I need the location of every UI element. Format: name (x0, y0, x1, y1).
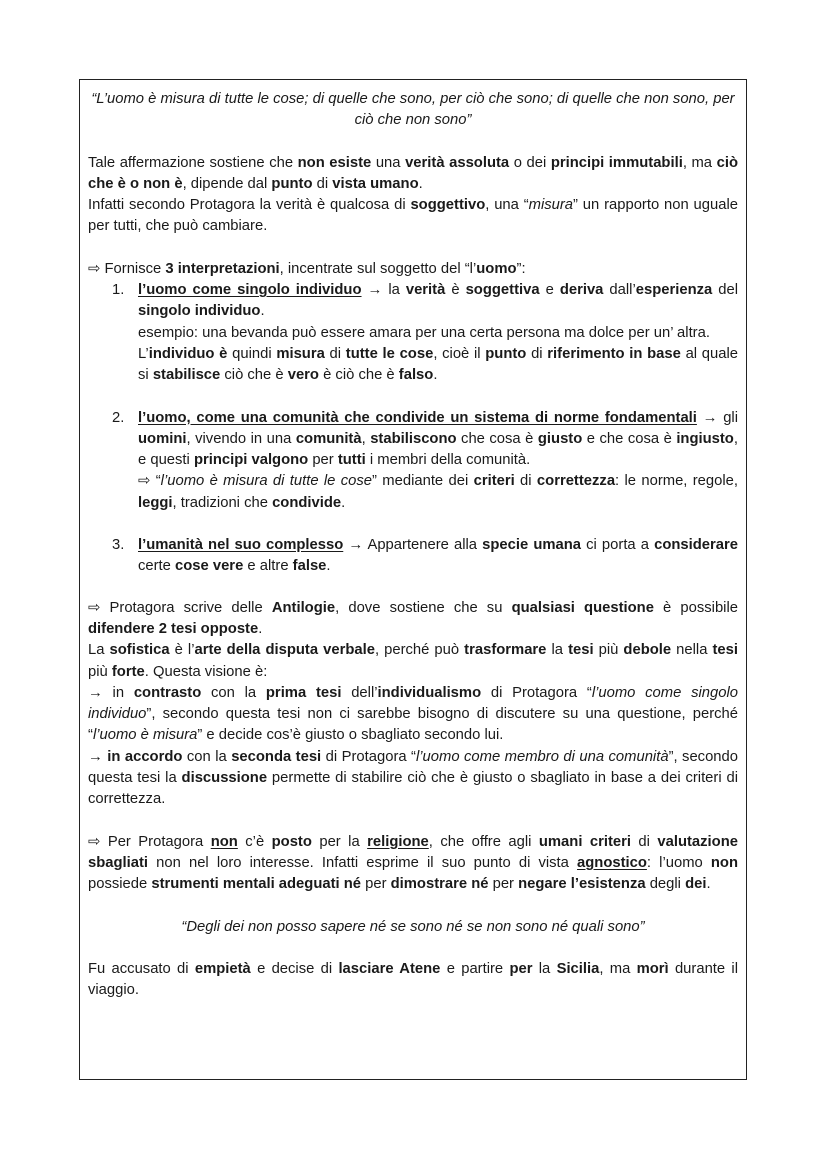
text-run: falso (398, 367, 434, 384)
text-run: tutti (337, 452, 366, 469)
text-run: misura (276, 345, 325, 362)
item-number: 1. (112, 282, 125, 299)
interpretation-item (88, 280, 738, 386)
text-run: riferimento in base (547, 345, 681, 362)
text-run: leggi (138, 494, 173, 511)
text-run: l’uomo, come una comunità che condivide un sistema di norme fondamentali (138, 409, 697, 426)
text-run: Sicilia (556, 960, 600, 977)
item-paragraph: L’individuo è quindi misura di tutte le cose, cioè il punto di riferimento in base al quale si stabilisce ciò che è vero è ciò che è falso. (138, 345, 739, 384)
text-run: negare l’esistenza (518, 876, 646, 893)
text-run: comunità (295, 430, 362, 447)
text-run: difendere 2 tesi opposte (88, 620, 259, 637)
text-run: prima tesi (265, 684, 342, 701)
item-number: 3. (112, 537, 125, 554)
text-run: misura (528, 197, 574, 214)
interpretation-item (88, 408, 738, 514)
text-run: cose vere (175, 558, 244, 575)
text-run: soggettiva (465, 282, 540, 299)
text-run: uomo (476, 260, 517, 277)
text-run: individualismo (377, 684, 482, 701)
text-run: esperienza (635, 282, 713, 299)
religione-paragraph: ⇨ Per Protagora non c’è posto per la religione, che offre agli umani criteri di valutazione sbagliati non nel loro interesse. Infatti esprime il suo punto di vista agnostico: l’uomo non possiede strumenti mentali adeguati né per dimostrare né per negare l’esistenza degli dei. (88, 833, 738, 893)
quote-dei: “Degli dei non posso sapere né se sono né se non sono né quali sono” (181, 918, 645, 935)
text-run: contrasto (133, 684, 202, 701)
text-run: agnostico (577, 854, 647, 871)
text-run: forte (111, 663, 145, 680)
text-run: in accordo (107, 748, 183, 765)
text-run: ciò che è o non è (88, 154, 738, 192)
text-run: condivide (272, 494, 342, 511)
item-paragraph: l’uomo, come una comunità che condivide un sistema di norme fondamentali → gli uomini, vivendo in una comunità, stabiliscono che cosa è giusto e che cosa è ingiusto, e questi principi valgono per tutti i membri della comunità. (138, 409, 738, 469)
item-number: 2. (112, 409, 125, 426)
text-run: criteri (473, 473, 515, 490)
item-paragraph: l’uomo come singolo individuo → la verità è soggettiva e deriva dall’esperienza del singolo individuo. (138, 282, 738, 320)
text-run: ingiusto (676, 430, 734, 447)
text-run: sofistica (109, 642, 170, 659)
text-run: posto (271, 833, 312, 850)
text-run: punto (271, 175, 313, 192)
item-paragraph: esempio: una bevanda può essere amara per una certa persona ma dolce per un’ altra. (138, 324, 710, 341)
text-run: specie umana (482, 537, 582, 554)
text-run: strumenti mentali adeguati né (151, 876, 362, 893)
text-run: non (710, 854, 738, 871)
text-run: giusto (537, 430, 583, 447)
text-run: non esiste (297, 154, 372, 171)
text-run: qualsiasi questione (511, 599, 654, 616)
text-run: l’uomo è misura di tutte le cose (160, 473, 373, 490)
text-run: Antilogie (271, 599, 336, 616)
text-run: stabilisce (152, 367, 221, 384)
text-run: correttezza (536, 473, 616, 490)
text-run: discussione (181, 770, 268, 787)
text-run: l’uomo è misura (92, 727, 198, 744)
interpretations-list (88, 280, 738, 578)
text-run: l’umanità nel suo complesso (138, 537, 344, 554)
text-run: arte della disputa verbale (194, 642, 375, 659)
text-run: tesi (568, 642, 594, 659)
text-run: 3 interpretazioni (165, 260, 280, 277)
text-run: umani criteri (538, 833, 631, 850)
text-run: empietà (194, 960, 251, 977)
text-run: deriva (559, 282, 604, 299)
text-run: religione (367, 833, 429, 850)
item-paragraph: l’umanità nel suo complesso → Appartenere alla specie umana ci porta a considerare certe cose vere e altre false. (138, 537, 738, 575)
text-run: punto (485, 345, 527, 362)
text-run: seconda tesi (231, 748, 322, 765)
ending-paragraph: Fu accusato di empietà e decise di lasciare Atene e partire per la Sicilia, ma morì durante il viaggio. (88, 960, 738, 999)
text-run: verità (405, 282, 446, 299)
text-run: per (509, 960, 533, 977)
text-run: vista umano (332, 175, 419, 192)
text-run: verità assoluta (405, 154, 510, 171)
text-run: principi immutabili (550, 154, 683, 171)
text-run: l’uomo come membro di una comunità (415, 748, 669, 765)
document-frame (79, 79, 747, 1080)
text-run: l’uomo come singolo individuo (138, 282, 362, 299)
text-run: vero (287, 367, 319, 384)
text-run: trasformare (464, 642, 547, 659)
text-run: valutazione sbagliati (88, 833, 738, 871)
text-run: considerare (654, 537, 738, 554)
text-run: uomini (138, 430, 187, 447)
text-run: lasciare Atene (338, 960, 441, 977)
text-run: l’uomo come singolo individuo (88, 684, 738, 723)
text-run: non (210, 833, 238, 850)
text-run: stabiliscono (370, 430, 457, 447)
interpretations-intro: ⇨ Fornisce 3 interpretazioni, incentrate sul soggetto del “l’uomo”: (88, 260, 526, 277)
text-run: tutte le cose (345, 345, 434, 362)
text-run: singolo individuo (138, 303, 261, 320)
text-run: soggettivo (410, 197, 486, 214)
text-run: principi valgono (193, 452, 309, 469)
quote-protagora: “L’uomo è misura di tutte le cose; di quelle che sono, per ciò che sono; di quelle che non sono, per ciò che non sono” (91, 91, 735, 129)
text-run: dimostrare né (390, 876, 489, 893)
text-run: debole (623, 642, 672, 659)
text-run: morì (636, 960, 669, 977)
text-run: false (292, 558, 327, 575)
antilogie-paragraph: ⇨ Protagora scrive delle Antilogie, dove sostiene che su qualsiasi questione è possibile difendere 2 tesi opposte. La sofistica è l’arte della disputa verbale, perché può trasformare la tesi più debole nella tesi più forte. Questa visione è: → in contrasto con la prima tesi dell’individualismo di Protagora “l’uomo come singolo individuo”, secondo questa tesi non ci sarebbe bisogno di discutere su una questione, perché “l’uomo è misura” e decide cos’è giusto o sbagliato secondo lui. → in accordo con la seconda tesi di Protagora “l’uomo come membro di una comunità”, secondo questa tesi la discussione permette di stabilire ciò che è giusto o sbagliato in base a dei criteri di correttezza. (88, 599, 739, 808)
item-paragraph: ⇨ “l’uomo è misura di tutte le cose” mediante dei criteri di correttezza: le norme, regole, leggi, tradizioni che condivide. (138, 473, 738, 511)
text-run: tesi (712, 642, 738, 659)
interpretation-item (88, 535, 738, 578)
intro-paragraph: Tale affermazione sostiene che non esiste una verità assoluta o dei principi immutabili, ma ciò che è o non è, dipende dal punto di vista umano. Infatti secondo Protagora la verità è qualcosa di soggettivo, una “misura” un rapporto non uguale per tutti, che può cambiare. (88, 154, 738, 235)
text-run: individuo è (148, 345, 228, 362)
text-run: dei (685, 876, 707, 893)
